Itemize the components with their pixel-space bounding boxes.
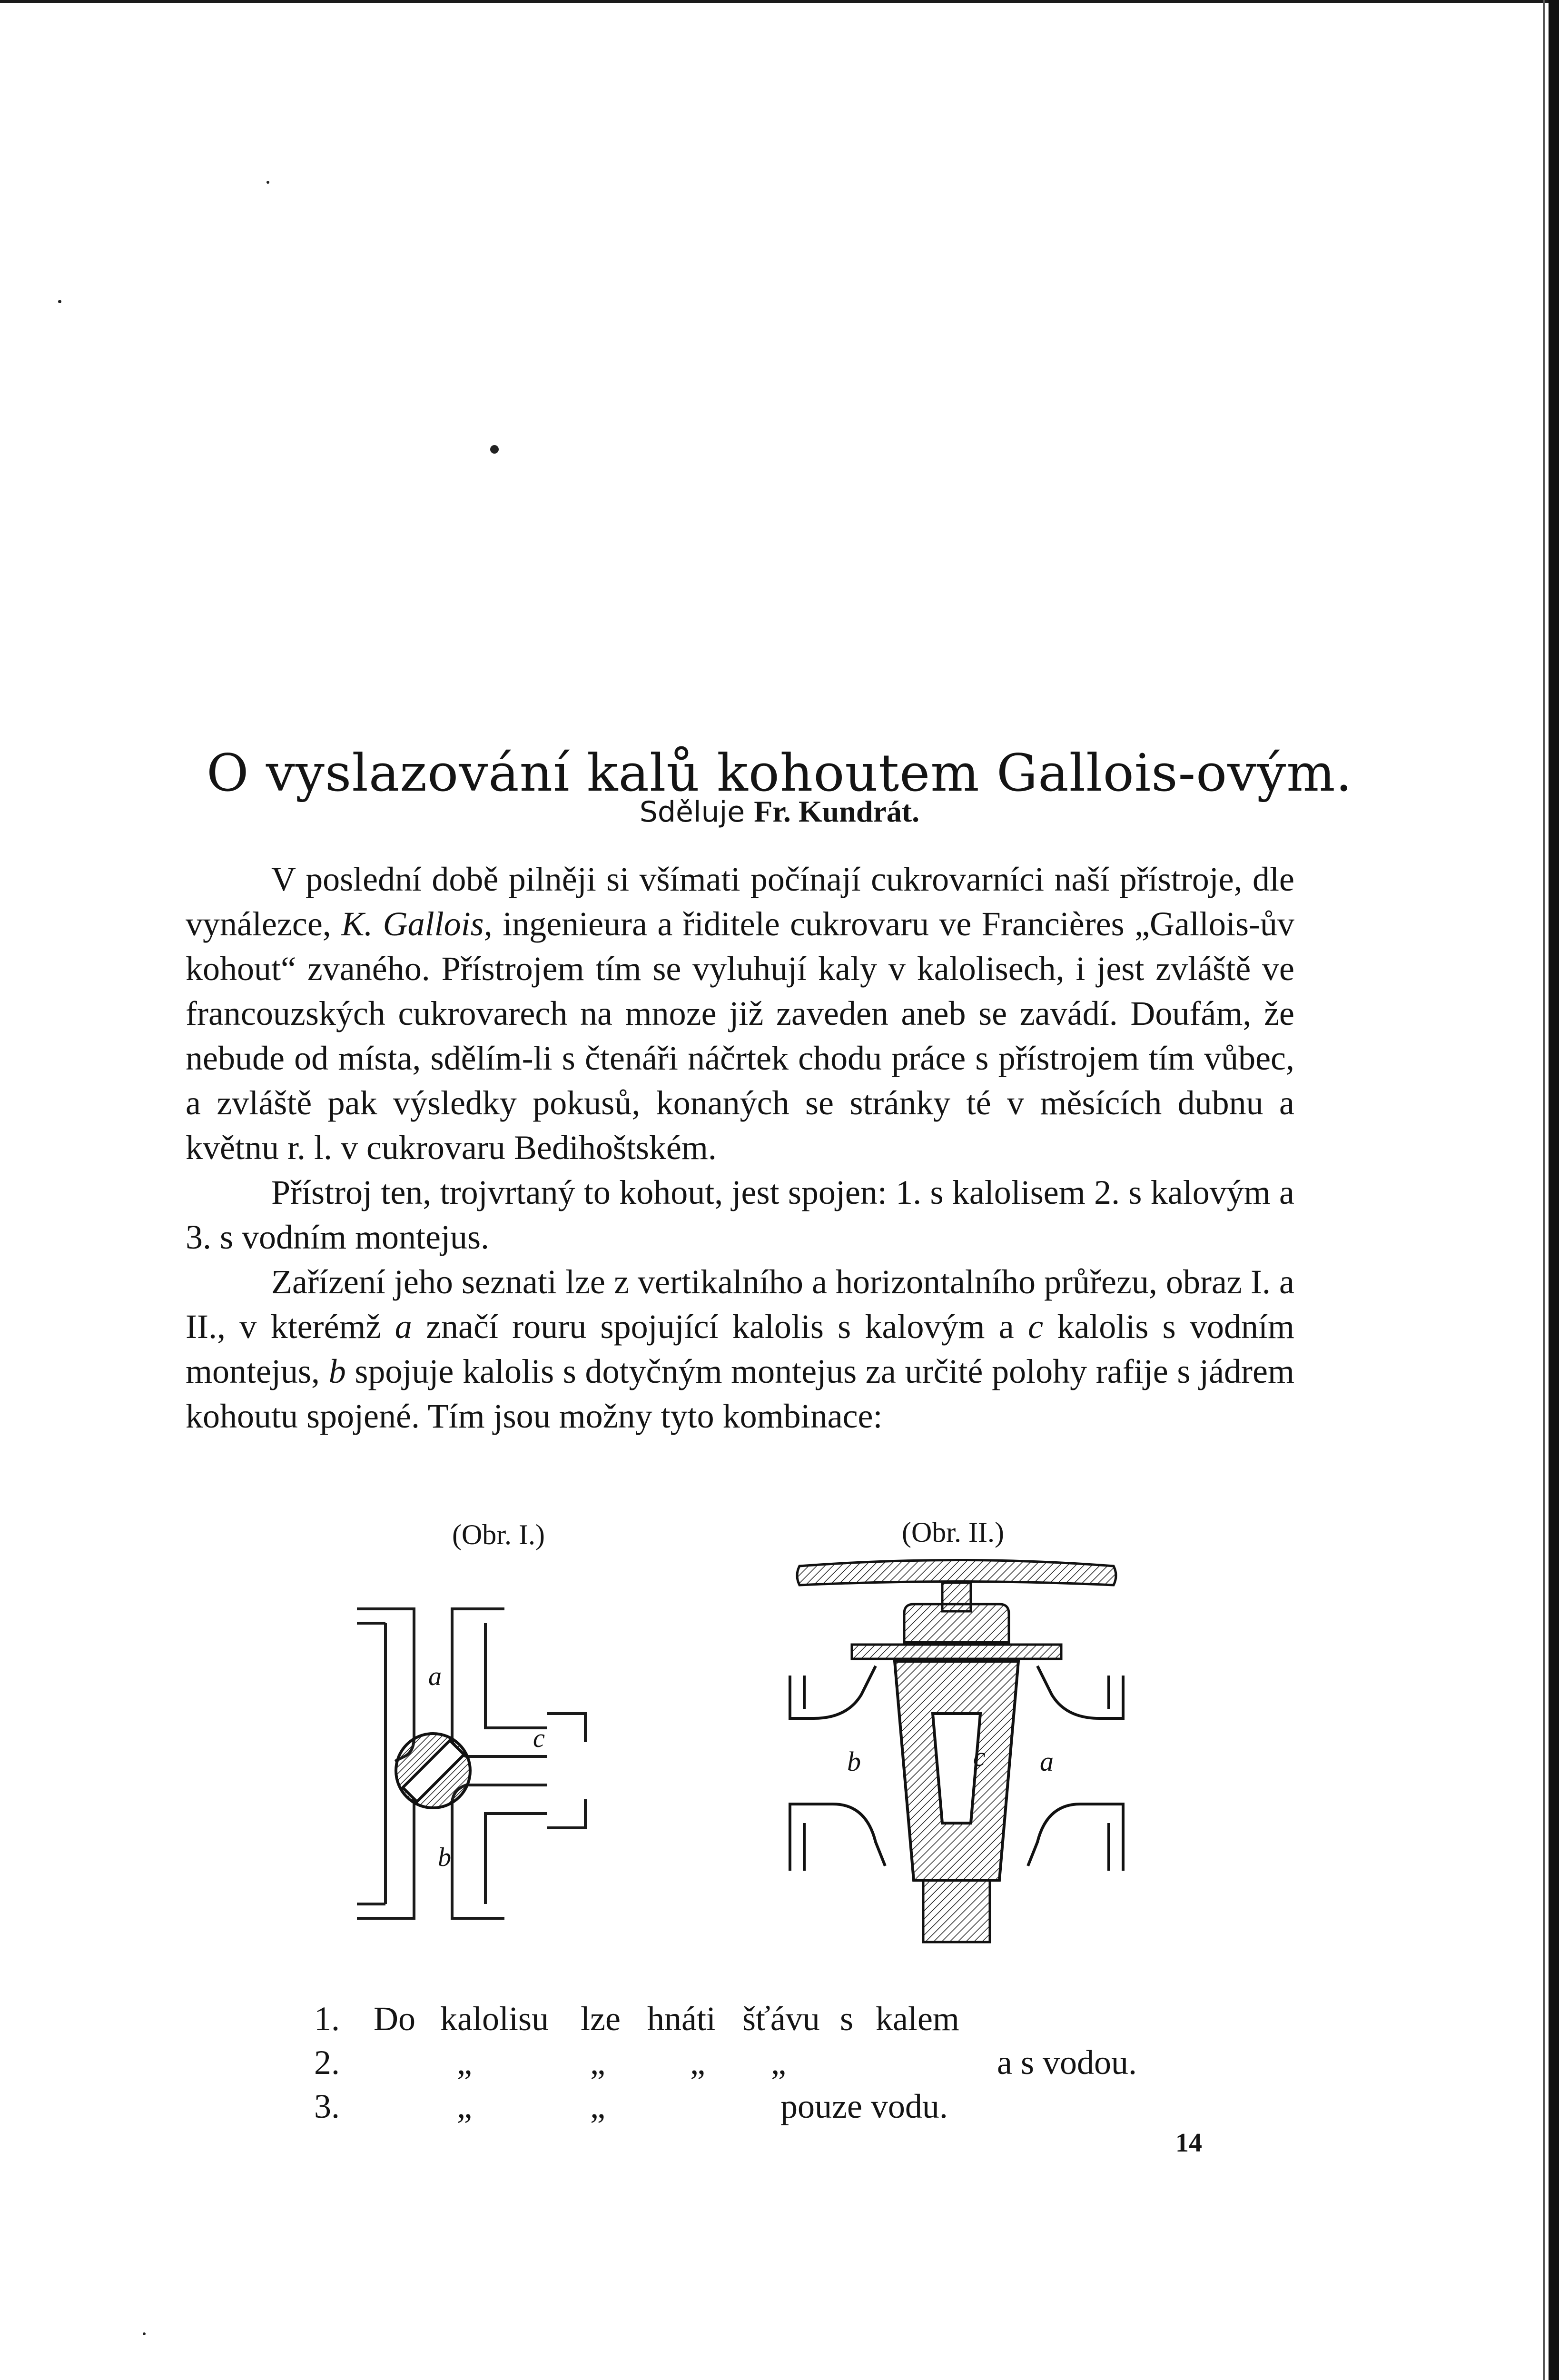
scan-speck xyxy=(266,181,269,184)
list-item xyxy=(0,2043,1559,2086)
figure-2-diagram xyxy=(785,1557,1128,1966)
plug-stem xyxy=(923,1880,990,1942)
list-cell: Do xyxy=(374,2000,415,2038)
page-number: 14 xyxy=(1175,2128,1202,2158)
list-cell: s xyxy=(840,2000,854,2038)
gland-nut xyxy=(904,1604,1009,1642)
paragraph-text: Zařízení jeho seznati lze z vertikalního a horizontalního průřezu, obraz I. a II., v kterémž xyxy=(186,1263,1294,1346)
pipe-wall xyxy=(357,1623,385,1775)
scan-edge-top xyxy=(0,0,1559,3)
figure-2-label-a: a xyxy=(1040,1746,1054,1777)
list-cell: „ xyxy=(690,2043,705,2082)
inventor-name: K. Gallois xyxy=(341,905,484,943)
list-cell: pouze vodu. xyxy=(780,2087,948,2125)
paragraph-text: , ingenieura a řiditele cukrovaru ve Francières „Gallois-ův kohout“ zvaného. Přístrojem tím se vyluhují kaly v kalolisech, i jest zvláště ve francouzských cukrovarech na mnoze již zaveden aneb se zavádí. Doufám, že nebude od místa, sdělím-li s čtenáři náčrtek chodu práce s přístrojem tím vůbec, a zvláště pak výsledky pokusů, konaných se stránky té v měsících dubnu a květnu r. l. v cukrovaru Bedihoštském. xyxy=(186,905,1294,1167)
pipe-wall xyxy=(485,1623,547,1728)
scan-speck xyxy=(58,300,61,303)
gland-flange xyxy=(852,1645,1061,1659)
list-cell: kalolisu xyxy=(440,2000,549,2038)
paragraph-text: V poslední době pilněji si všímati počínají cukrovarníci naší přístroje, dle vynálezce, xyxy=(186,860,1294,943)
list-cell: a s vodou. xyxy=(997,2043,1137,2082)
article-body xyxy=(186,857,1294,1438)
list-cell: lze xyxy=(581,2000,621,2038)
byline-prefix: Sděluje xyxy=(639,795,745,829)
byline xyxy=(0,794,1559,829)
scan-speck xyxy=(143,2332,146,2335)
label-a: a xyxy=(395,1308,412,1346)
list-cell: „ xyxy=(590,2087,605,2125)
list-number: 1. xyxy=(314,2000,340,2038)
figure-1-caption: (Obr. I.) xyxy=(452,1519,545,1550)
paragraph xyxy=(186,1259,1294,1438)
list-item xyxy=(0,1999,1559,2042)
scan-speck xyxy=(490,445,499,454)
handle-bar xyxy=(797,1560,1116,1586)
figure-1-label-a: a xyxy=(428,1662,442,1691)
list-cell: kalem xyxy=(876,2000,959,2038)
figure-1-label-b: b xyxy=(438,1843,451,1872)
list-cell: „ xyxy=(771,2043,786,2082)
figure-1-label-c: c xyxy=(533,1724,545,1753)
paragraph-text: značí rouru spojující kalolis s kalovým a xyxy=(412,1308,1028,1346)
article-title: O vyslazování kalů kohoutem Gallois-ovým. xyxy=(207,744,1352,803)
paragraph-text: kalolis s vodním montejus, xyxy=(186,1308,1295,1390)
list-number: 2. xyxy=(314,2043,340,2082)
list-cell: šťávu xyxy=(742,2000,820,2038)
label-c: c xyxy=(1028,1308,1044,1346)
paragraph-text: spojuje kalolis s dotyčným montejus za určité polohy rafije s jádrem kohoutu spojené. Tím jsou možny tyto kombinace: xyxy=(186,1352,1294,1435)
figure-2-caption: (Obr. II.) xyxy=(902,1517,1004,1548)
list-item xyxy=(0,2087,1559,2130)
list-cell: hnáti xyxy=(647,2000,716,2038)
pipe-c-end xyxy=(547,1714,585,1828)
figure-2-label-c: c xyxy=(973,1741,986,1772)
figure-2-label-b: b xyxy=(847,1746,861,1777)
list-cell: „ xyxy=(590,2043,605,2082)
paragraph: Přístroj ten, trojvrtaný to kohout, jest spojen: 1. s kalolisem 2. s kalovým a 3. s vodním montejus. xyxy=(186,1173,1294,1256)
byline-author: Fr. Kundrát. xyxy=(754,794,920,828)
label-b: b xyxy=(328,1352,346,1390)
figure-1-diagram xyxy=(347,1595,604,1937)
pipe-wall xyxy=(357,1775,385,1904)
pipe-wall xyxy=(485,1814,547,1904)
pipe-b-wall xyxy=(452,1785,547,1918)
paragraph xyxy=(186,857,1294,1170)
list-cell: „ xyxy=(457,2087,472,2125)
list-cell: „ xyxy=(457,2043,472,2082)
list-number: 3. xyxy=(314,2087,340,2125)
